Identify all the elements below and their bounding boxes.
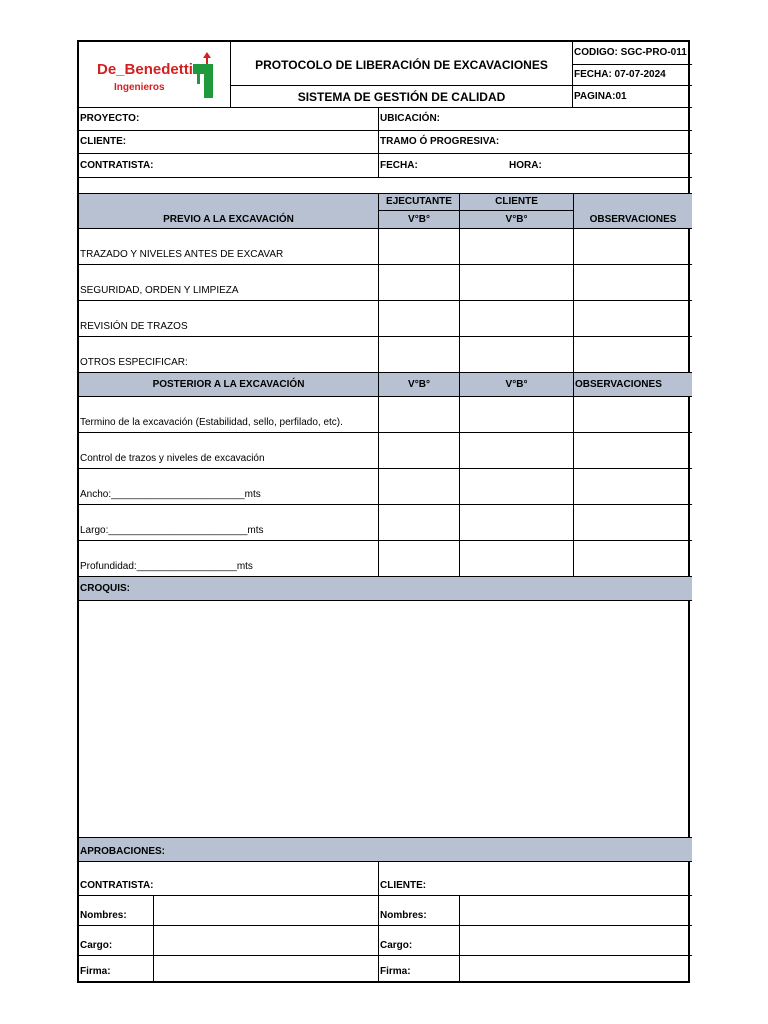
posterior-vb-cliente: V°B° [460,373,574,397]
previo-observaciones-cell[interactable] [574,265,692,301]
protocol-form [77,40,690,983]
previo-vb-ejecutante-cell[interactable] [379,301,460,337]
posterior-vb-ejecutante-cell[interactable] [379,541,460,577]
cliente-firma-input[interactable] [460,956,692,981]
previo-vb-cliente: V°B° [460,211,574,229]
previo-item: REVISIÓN DE TRAZOS [79,301,379,337]
croquis-area[interactable] [79,601,692,838]
company-logo [97,50,217,102]
cliente-field[interactable]: CLIENTE: [79,131,379,154]
aprobaciones-header: APROBACIONES: [79,838,692,862]
hora-field[interactable]: HORA: [508,154,692,178]
contratista-cargo-input[interactable] [154,926,379,956]
posterior-item: Termino de la excavación (Estabilidad, sello, perfilado, etc). [79,397,379,433]
cliente-nombres-label: Nombres: [379,896,460,926]
posterior-observaciones-cell[interactable] [574,469,692,505]
document-page: PAGINA:01 [573,86,692,108]
tramo-field[interactable]: TRAMO Ó PROGRESIVA: [379,131,692,154]
cliente-firma-label: Firma: [379,956,460,981]
fecha-field[interactable]: FECHA: [379,154,508,178]
posterior-vb-cliente-cell[interactable] [460,469,574,505]
posterior-vb-cliente-cell[interactable] [460,397,574,433]
document-title: PROTOCOLO DE LIBERACIÓN DE EXCAVACIONES [231,42,573,86]
previo-ejecutante-header: EJECUTANTE [379,194,460,211]
posterior-vb-cliente-cell[interactable] [460,433,574,469]
previo-title: PREVIO A LA EXCAVACIÓN [79,194,379,229]
posterior-vb-ejecutante-cell[interactable] [379,469,460,505]
document-code: CODIGO: SGC-PRO-011 [573,42,692,65]
posterior-title: POSTERIOR A LA EXCAVACIÓN [79,373,379,397]
previo-item: SEGURIDAD, ORDEN Y LIMPIEZA [79,265,379,301]
contratista-field[interactable]: CONTRATISTA: [79,154,379,178]
previo-observaciones-cell[interactable] [574,337,692,373]
aprobacion-contratista-label: CONTRATISTA: [79,862,379,896]
previo-observaciones-cell[interactable] [574,229,692,265]
previo-vb-cliente-cell[interactable] [460,229,574,265]
previo-vb-ejecutante: V°B° [379,211,460,229]
logo-cell [79,42,231,108]
posterior-observaciones-cell[interactable] [574,397,692,433]
posterior-vb-ejecutante-cell[interactable] [379,505,460,541]
document-date: FECHA: 07-07-2024 [573,65,692,86]
previo-vb-cliente-cell[interactable] [460,265,574,301]
previo-item: TRAZADO Y NIVELES ANTES DE EXCAVAR [79,229,379,265]
previo-vb-ejecutante-cell[interactable] [379,265,460,301]
contratista-nombres-input[interactable] [154,896,379,926]
company-logo-name: De_Benedetti [97,61,193,78]
posterior-item: Profundidad:__________________mts [79,541,379,577]
previo-observaciones-cell[interactable] [574,301,692,337]
previo-vb-ejecutante-cell[interactable] [379,337,460,373]
company-logo-sub: Ingenieros [114,82,165,93]
ubicacion-field[interactable]: UBICACIÓN: [379,108,692,131]
posterior-item: Control de trazos y niveles de excavación [79,433,379,469]
posterior-observaciones-cell[interactable] [574,505,692,541]
previo-vb-ejecutante-cell[interactable] [379,229,460,265]
posterior-vb-ejecutante: V°B° [379,373,460,397]
posterior-observaciones-cell[interactable] [574,541,692,577]
previo-vb-cliente-cell[interactable] [460,301,574,337]
cliente-nombres-input[interactable] [460,896,692,926]
document-subtitle: SISTEMA DE GESTIÓN DE CALIDAD [231,86,573,108]
contratista-firma-label: Firma: [79,956,154,981]
posterior-item: Largo:_________________________mts [79,505,379,541]
previo-observaciones-header: OBSERVACIONES [574,194,692,229]
previo-vb-cliente-cell[interactable] [460,337,574,373]
posterior-item: Ancho:________________________mts [79,469,379,505]
posterior-vb-cliente-cell[interactable] [460,541,574,577]
posterior-vb-cliente-cell[interactable] [460,505,574,541]
posterior-observaciones-cell[interactable] [574,433,692,469]
croquis-header: CROQUIS: [79,577,692,601]
posterior-vb-ejecutante-cell[interactable] [379,397,460,433]
cliente-cargo-label: Cargo: [379,926,460,956]
contratista-cargo-label: Cargo: [79,926,154,956]
contratista-nombres-label: Nombres: [79,896,154,926]
posterior-observaciones-header: OBSERVACIONES [574,373,692,397]
cliente-cargo-input[interactable] [460,926,692,956]
proyecto-field[interactable]: PROYECTO: [79,108,379,131]
spacer-row [79,178,692,194]
previo-item: OTROS ESPECIFICAR: [79,337,379,373]
posterior-vb-ejecutante-cell[interactable] [379,433,460,469]
aprobacion-cliente-label: CLIENTE: [379,862,692,896]
contratista-firma-input[interactable] [154,956,379,981]
previo-cliente-header: CLIENTE [460,194,574,211]
